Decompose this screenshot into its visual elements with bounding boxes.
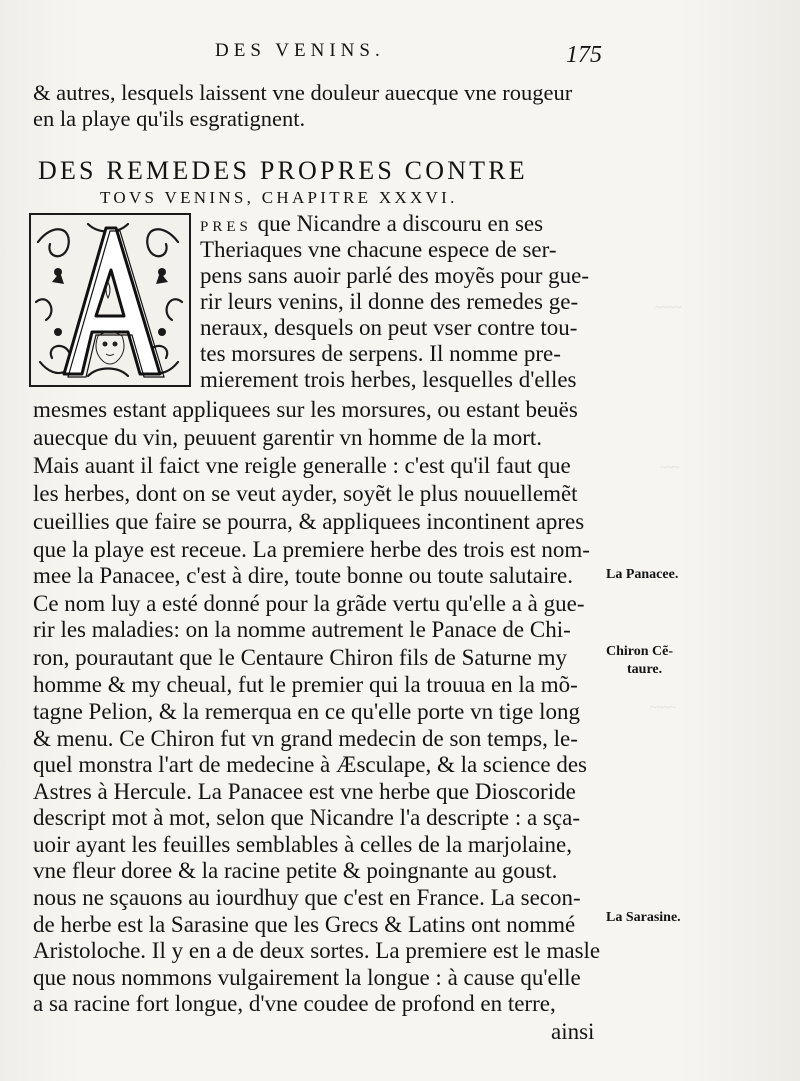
text-line: pens sans auoir parlé des moyẽs pour gue-	[200, 263, 589, 288]
text-line: en la playe qu'ils esgratignent.	[33, 106, 306, 131]
text-line: uoir ayant les feuilles semblables à celles de la marjolaine,	[33, 832, 573, 857]
margin-note-chiron: Chiron Cẽ-	[606, 644, 674, 659]
text-line: rir leurs venins, il donne des remedes ge-	[200, 289, 579, 314]
text-line: a sa racine fort longue, d'vne coudee de profond en terre,	[33, 991, 556, 1016]
text-line: ron, pourautant que le Centaure Chiron fils de Saturne my	[33, 645, 567, 670]
text-line: & menu. Ce Chiron fut vn grand medecin de son temps, le-	[33, 726, 578, 751]
show-through-mark: ~~~~	[650, 700, 676, 714]
text-line: mee la Panacee, c'est à dire, toute bonne ou toute salutaire.	[33, 563, 573, 588]
text-line: auecque du vin, peuuent garentir vn homme de la mort.	[33, 425, 543, 450]
text-line: que la playe est receue. La premiere herbe des trois est nom-	[33, 537, 590, 562]
text-line: tes morsures de serpens. Il nomme pre-	[200, 341, 561, 366]
text-line: tagne Pelion, & la remerqua en ce qu'elle porte vn tige long	[33, 699, 581, 724]
margin-note-chiron-cont: taure.	[627, 662, 663, 677]
text-line: vne fleur doree & la racine petite & poingnante au goust.	[33, 858, 558, 883]
text-line: Aristoloche. Il y en a de deux sortes. La premiere est le masle	[33, 938, 601, 963]
text-line: homme & my cheual, fut le premier qui la trouua en la mõ-	[33, 672, 578, 697]
text-line: les herbes, dont on se veut ayder, soyẽt le plus nouuellemẽt	[33, 481, 578, 506]
text-line: Ce nom luy a esté donné pour la grãde vertu qu'elle a à gue-	[33, 591, 585, 616]
text-line: Theriaques vne chacune espece de ser-	[200, 237, 557, 262]
running-head: DES VENINS.	[215, 40, 385, 61]
margin-note-panacee: La Panacee.	[606, 567, 679, 582]
text-line: neraux, desquels on peut vser contre tou-	[200, 315, 578, 340]
text-line: quel monstra l'art de medecine à Æsculape, & la science des	[33, 752, 588, 777]
text-line: nous ne sçauons au iourdhuy que c'est en France. La secon-	[33, 885, 581, 910]
chapter-heading: DES REMEDES PROPRES CONTRE	[38, 156, 528, 185]
margin-note-sarasine: La Sarasine.	[606, 910, 681, 925]
text-line: Astres à Hercule. La Panacee est vne herbe que Dioscoride	[33, 779, 576, 804]
show-through-mark: ~~~	[660, 460, 680, 474]
text-line: que nous nommons vulgairement la longue : à cause qu'elle	[33, 965, 581, 990]
text-line: Mais auant il faict vne reigle generalle : c'est qu'il faut que	[33, 453, 571, 478]
ornate-initial-a-icon	[28, 212, 192, 388]
text-line: mierement trois herbes, lesquelles d'elles	[200, 367, 577, 392]
text-line: PRES que Nicandre a discouru en ses	[200, 211, 544, 236]
text-line: rir les maladies: on la nomme autrement le Panace de Chi-	[33, 617, 571, 642]
text-line: de herbe est la Sarasine que les Grecs & Latins ont nommé	[33, 912, 576, 937]
lead-word: PRES	[200, 219, 252, 235]
catchword: ainsi	[551, 1019, 595, 1044]
text-line: descript mot à mot, selon que Nicandre l'a descripte : a sça-	[33, 805, 581, 830]
decorated-initial	[28, 212, 192, 388]
show-through-mark: ~~~~	[655, 300, 681, 314]
text-line: cueillies que faire se pourra, & appliquees incontinent apres	[33, 509, 585, 534]
page-number: 175	[566, 42, 602, 68]
text-line: & autres, lesquels laissent vne douleur auecque vne rougeur	[33, 80, 573, 105]
chapter-subheading: TOVS VENINS, CHAPITRE XXXVI.	[100, 188, 458, 207]
text-line: mesmes estant appliquees sur les morsures, ou estant beuës	[33, 397, 578, 422]
